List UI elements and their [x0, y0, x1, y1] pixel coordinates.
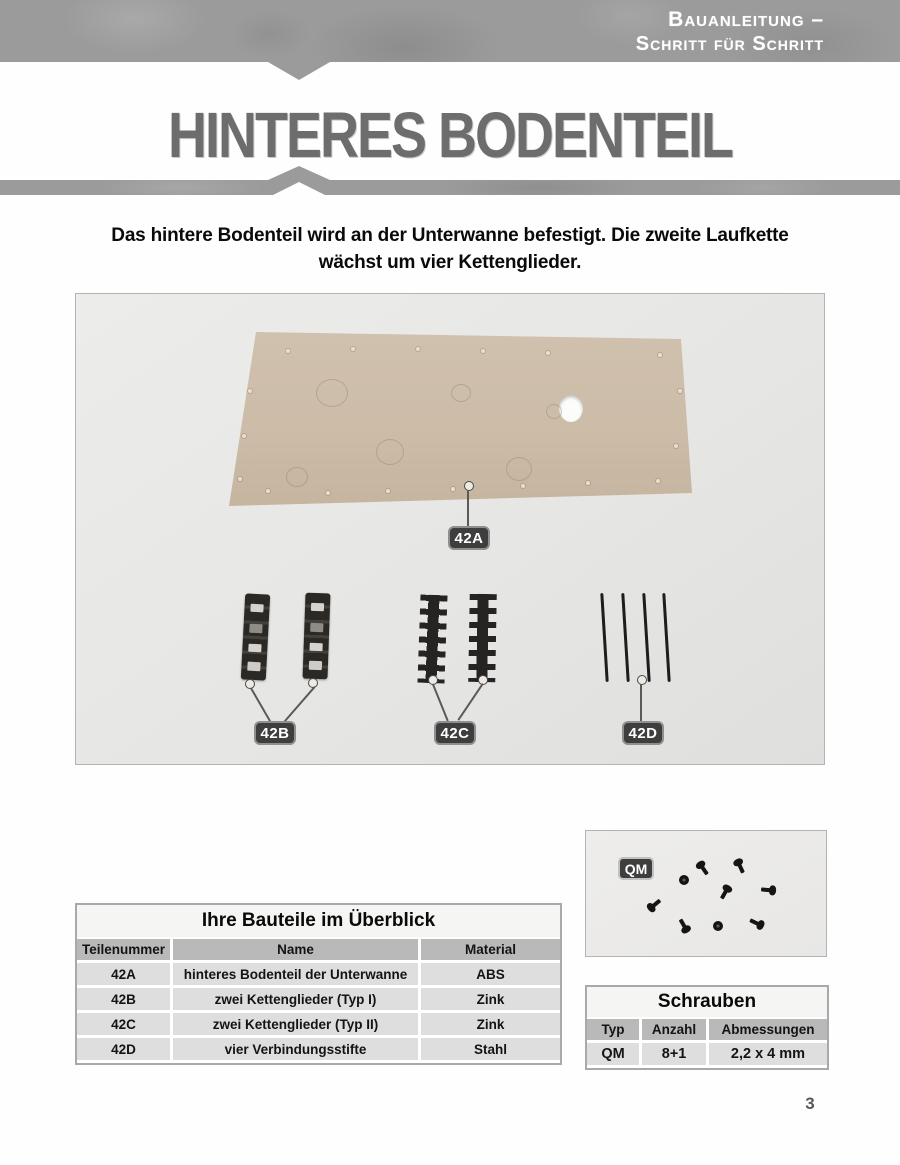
- connecting-pin: [600, 593, 608, 682]
- part-number: 42B: [77, 988, 170, 1010]
- hole-dot: [674, 444, 678, 448]
- leader-line-42c: [432, 683, 448, 721]
- screw-icon: [744, 912, 768, 936]
- part-number: 42A: [77, 963, 170, 985]
- table-row: [77, 1038, 560, 1060]
- plate-oval-hole: [559, 395, 583, 422]
- column-header-anzahl: Anzahl: [642, 1019, 706, 1040]
- header-caption-line2: Schritt für Schritt: [635, 33, 824, 55]
- hole-dot: [238, 477, 242, 481]
- table-row: [77, 963, 560, 985]
- parts-table-title: Ihre Bauteile im Überblick: [77, 905, 560, 937]
- screws-table: [585, 985, 829, 1070]
- intro-line2: wächst um vier Kettenglieder.: [318, 252, 582, 273]
- column-header-name: Name: [173, 939, 418, 960]
- hole-dot: [416, 347, 420, 351]
- part-label-42d: 42D: [622, 721, 664, 745]
- table-row: [77, 1013, 560, 1035]
- screw-abmessungen: 2,2 x 4 mm: [709, 1043, 827, 1065]
- part-number: 42D: [77, 1038, 170, 1060]
- hole-dot: [546, 351, 550, 355]
- track-link-typ2-left: [417, 595, 447, 684]
- hole-dot: [656, 479, 660, 483]
- screw-type-label: QM: [618, 857, 654, 880]
- part-label-42b: 42B: [254, 721, 296, 745]
- column-header-teilenummer: Teilenummer: [77, 939, 170, 960]
- header-caption: [636, 8, 824, 56]
- track-link-typ1-right: [303, 593, 331, 680]
- link-slot: [249, 624, 262, 634]
- column-header-material: Material: [421, 939, 560, 960]
- hole-dot: [266, 489, 270, 493]
- screw-typ: QM: [587, 1043, 639, 1065]
- screw-icon: [641, 891, 666, 916]
- hole-dot: [451, 487, 455, 491]
- leader-line-42b: [284, 686, 316, 723]
- screw-icon: [691, 855, 716, 880]
- link-slot: [310, 623, 323, 632]
- part-name: vier Verbindungsstifte: [173, 1038, 418, 1060]
- header-bar: [0, 0, 900, 62]
- part-number: 42C: [77, 1013, 170, 1035]
- hole-dot: [481, 349, 485, 353]
- molding-mark: [316, 379, 348, 407]
- table-row: [77, 988, 560, 1010]
- molding-mark: [376, 439, 404, 465]
- track-link-typ2-right: [468, 594, 497, 682]
- hole-dot: [586, 481, 590, 485]
- link-slot: [250, 604, 263, 613]
- column-header-typ: Typ: [587, 1019, 639, 1040]
- parts-photo-panel: [75, 293, 825, 765]
- hole-dot: [248, 389, 252, 393]
- screw-icon: [679, 875, 689, 885]
- screw-icon: [758, 881, 778, 901]
- intro-text: [0, 222, 900, 276]
- screws-photo-panel: [585, 830, 827, 957]
- intro-line1: Das hintere Bodenteil wird an der Unterwanne befestigt. Die zweite Laufkette: [111, 225, 789, 246]
- part-material: ABS: [421, 963, 560, 985]
- screw-icon: [671, 914, 696, 939]
- part-label-42c: 42C: [434, 721, 476, 745]
- molding-mark: [506, 457, 532, 481]
- page-number: 3: [805, 1094, 815, 1113]
- connecting-pin: [621, 593, 629, 682]
- hole-dot: [286, 349, 290, 353]
- hole-dot: [242, 434, 246, 438]
- link-slot: [311, 603, 324, 611]
- marker-ring-42d: [637, 675, 647, 685]
- marker-ring-42a: [464, 481, 474, 491]
- parts-table-header: [77, 939, 560, 960]
- leader-line-42d: [640, 684, 642, 721]
- divider-chevron-decoration: [268, 166, 330, 180]
- part-name: zwei Kettenglieder (Typ I): [173, 988, 418, 1010]
- hole-dot: [351, 347, 355, 351]
- connecting-pin: [642, 593, 650, 682]
- track-link-typ1-left: [241, 593, 270, 680]
- hole-dot: [326, 491, 330, 495]
- hole-dot: [658, 353, 662, 357]
- page-title: HINTERES BODENTEIL: [167, 100, 733, 171]
- hole-dot: [678, 389, 682, 393]
- screws-table-title: Schrauben: [587, 987, 827, 1017]
- part-material: Stahl: [421, 1038, 560, 1060]
- leader-line-42c: [458, 683, 484, 720]
- leader-line-42a: [467, 490, 469, 526]
- screw-icon: [714, 881, 739, 906]
- part-material: Zink: [421, 988, 560, 1010]
- part-label-42a: 42A: [448, 526, 490, 550]
- part-name: zwei Kettenglieder (Typ II): [173, 1013, 418, 1035]
- screw-icon: [729, 854, 753, 878]
- link-slot: [247, 662, 260, 672]
- title-divider: [0, 180, 900, 195]
- screw-icon: [713, 921, 723, 931]
- header-notch-decoration: [268, 62, 330, 80]
- link-slot: [309, 643, 322, 651]
- column-header-abmessungen: Abmessungen: [709, 1019, 827, 1040]
- part-material: Zink: [421, 1013, 560, 1035]
- divider-chevron-cut-decoration: [273, 182, 325, 195]
- hole-dot: [386, 489, 390, 493]
- molding-mark: [286, 467, 308, 487]
- hole-dot: [521, 484, 525, 488]
- screw-anzahl: 8+1: [642, 1043, 706, 1065]
- link-slot: [248, 644, 261, 653]
- connecting-pin: [662, 593, 670, 682]
- part-name: hinteres Bodenteil der Unterwanne: [173, 963, 418, 985]
- link-slot: [309, 661, 322, 670]
- molding-mark: [546, 404, 562, 419]
- leader-line-42b: [250, 687, 271, 722]
- screws-table-header: [587, 1019, 827, 1040]
- parts-table: [75, 903, 562, 1065]
- plate-42a: [226, 329, 696, 514]
- header-caption-line1: Bauanleitung –: [668, 8, 824, 31]
- table-row: [587, 1043, 827, 1065]
- molding-mark: [451, 384, 471, 402]
